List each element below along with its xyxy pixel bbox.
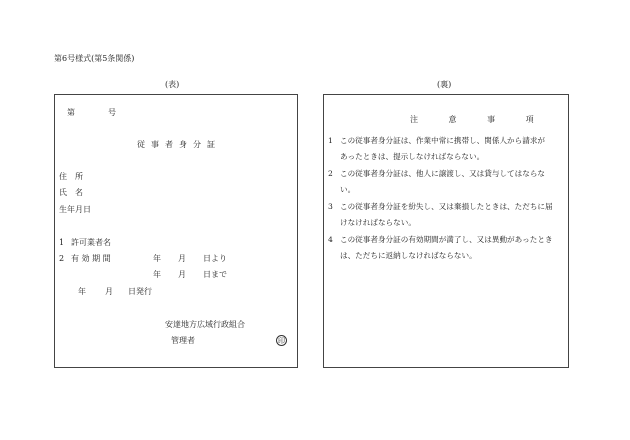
id-card-back bbox=[323, 94, 569, 368]
note-4-line1: この従事者身分証の有効期間が満了し、又は異動があったとき bbox=[340, 235, 553, 244]
period-from-day: 日より bbox=[203, 254, 227, 263]
manager: 管理者 bbox=[171, 336, 195, 345]
period-to-year: 年 bbox=[153, 270, 161, 279]
period-to-day: 日まで bbox=[203, 270, 227, 279]
note-4-num: 4 bbox=[328, 235, 333, 244]
period-to-month: 月 bbox=[178, 270, 186, 279]
note-1-num: 1 bbox=[328, 136, 333, 145]
id-card-front bbox=[54, 94, 298, 368]
item-2-label: 有 効 期 間 bbox=[71, 254, 111, 263]
period-from-year: 年 bbox=[153, 254, 161, 263]
note-3-line1: この従事者身分証を紛失し、又は棄損したときは、ただちに届 bbox=[340, 202, 553, 211]
notes-heading: 注 意 事 項 bbox=[410, 115, 548, 124]
issued-year: 年 bbox=[78, 287, 86, 296]
item-2-num: 2 bbox=[59, 254, 65, 263]
issued-day: 日発行 bbox=[128, 287, 152, 296]
seal-mark: 印 bbox=[278, 337, 285, 345]
note-2-line1: この従事者身分証は、他人に譲渡し、又は貸与してはならな bbox=[340, 169, 546, 178]
note-4-line2: は、ただちに返納しなければならない。 bbox=[340, 251, 477, 260]
name-label: 氏 名 bbox=[59, 188, 83, 197]
item-1-label: 許可業者名 bbox=[71, 238, 111, 247]
item-1-num: 1 bbox=[59, 238, 65, 247]
note-2-num: 2 bbox=[328, 169, 333, 178]
front-caption: (表) bbox=[165, 80, 180, 89]
form-label: 第6号様式(第5条関係) bbox=[54, 54, 135, 63]
number-prefix: 第 bbox=[67, 108, 75, 117]
note-1-line1: この従事者身分証は、作業中常に携帯し、関係人から請求が bbox=[340, 136, 546, 145]
note-1-line2: あったときは、提示しなければならない。 bbox=[340, 152, 485, 161]
card-title: 従事者身分証 bbox=[137, 140, 221, 149]
note-2-line2: い。 bbox=[340, 185, 356, 194]
issuer: 安達地方広域行政組合 bbox=[165, 320, 245, 329]
note-3-line2: けなければならない。 bbox=[340, 218, 416, 227]
address-label: 住 所 bbox=[59, 172, 83, 181]
note-3-num: 3 bbox=[328, 202, 333, 211]
number-suffix: 号 bbox=[108, 108, 116, 117]
back-caption: (裏) bbox=[437, 80, 452, 89]
period-from-month: 月 bbox=[178, 254, 186, 263]
birthdate-label: 生年月日 bbox=[59, 205, 91, 214]
issued-month: 月 bbox=[105, 287, 113, 296]
